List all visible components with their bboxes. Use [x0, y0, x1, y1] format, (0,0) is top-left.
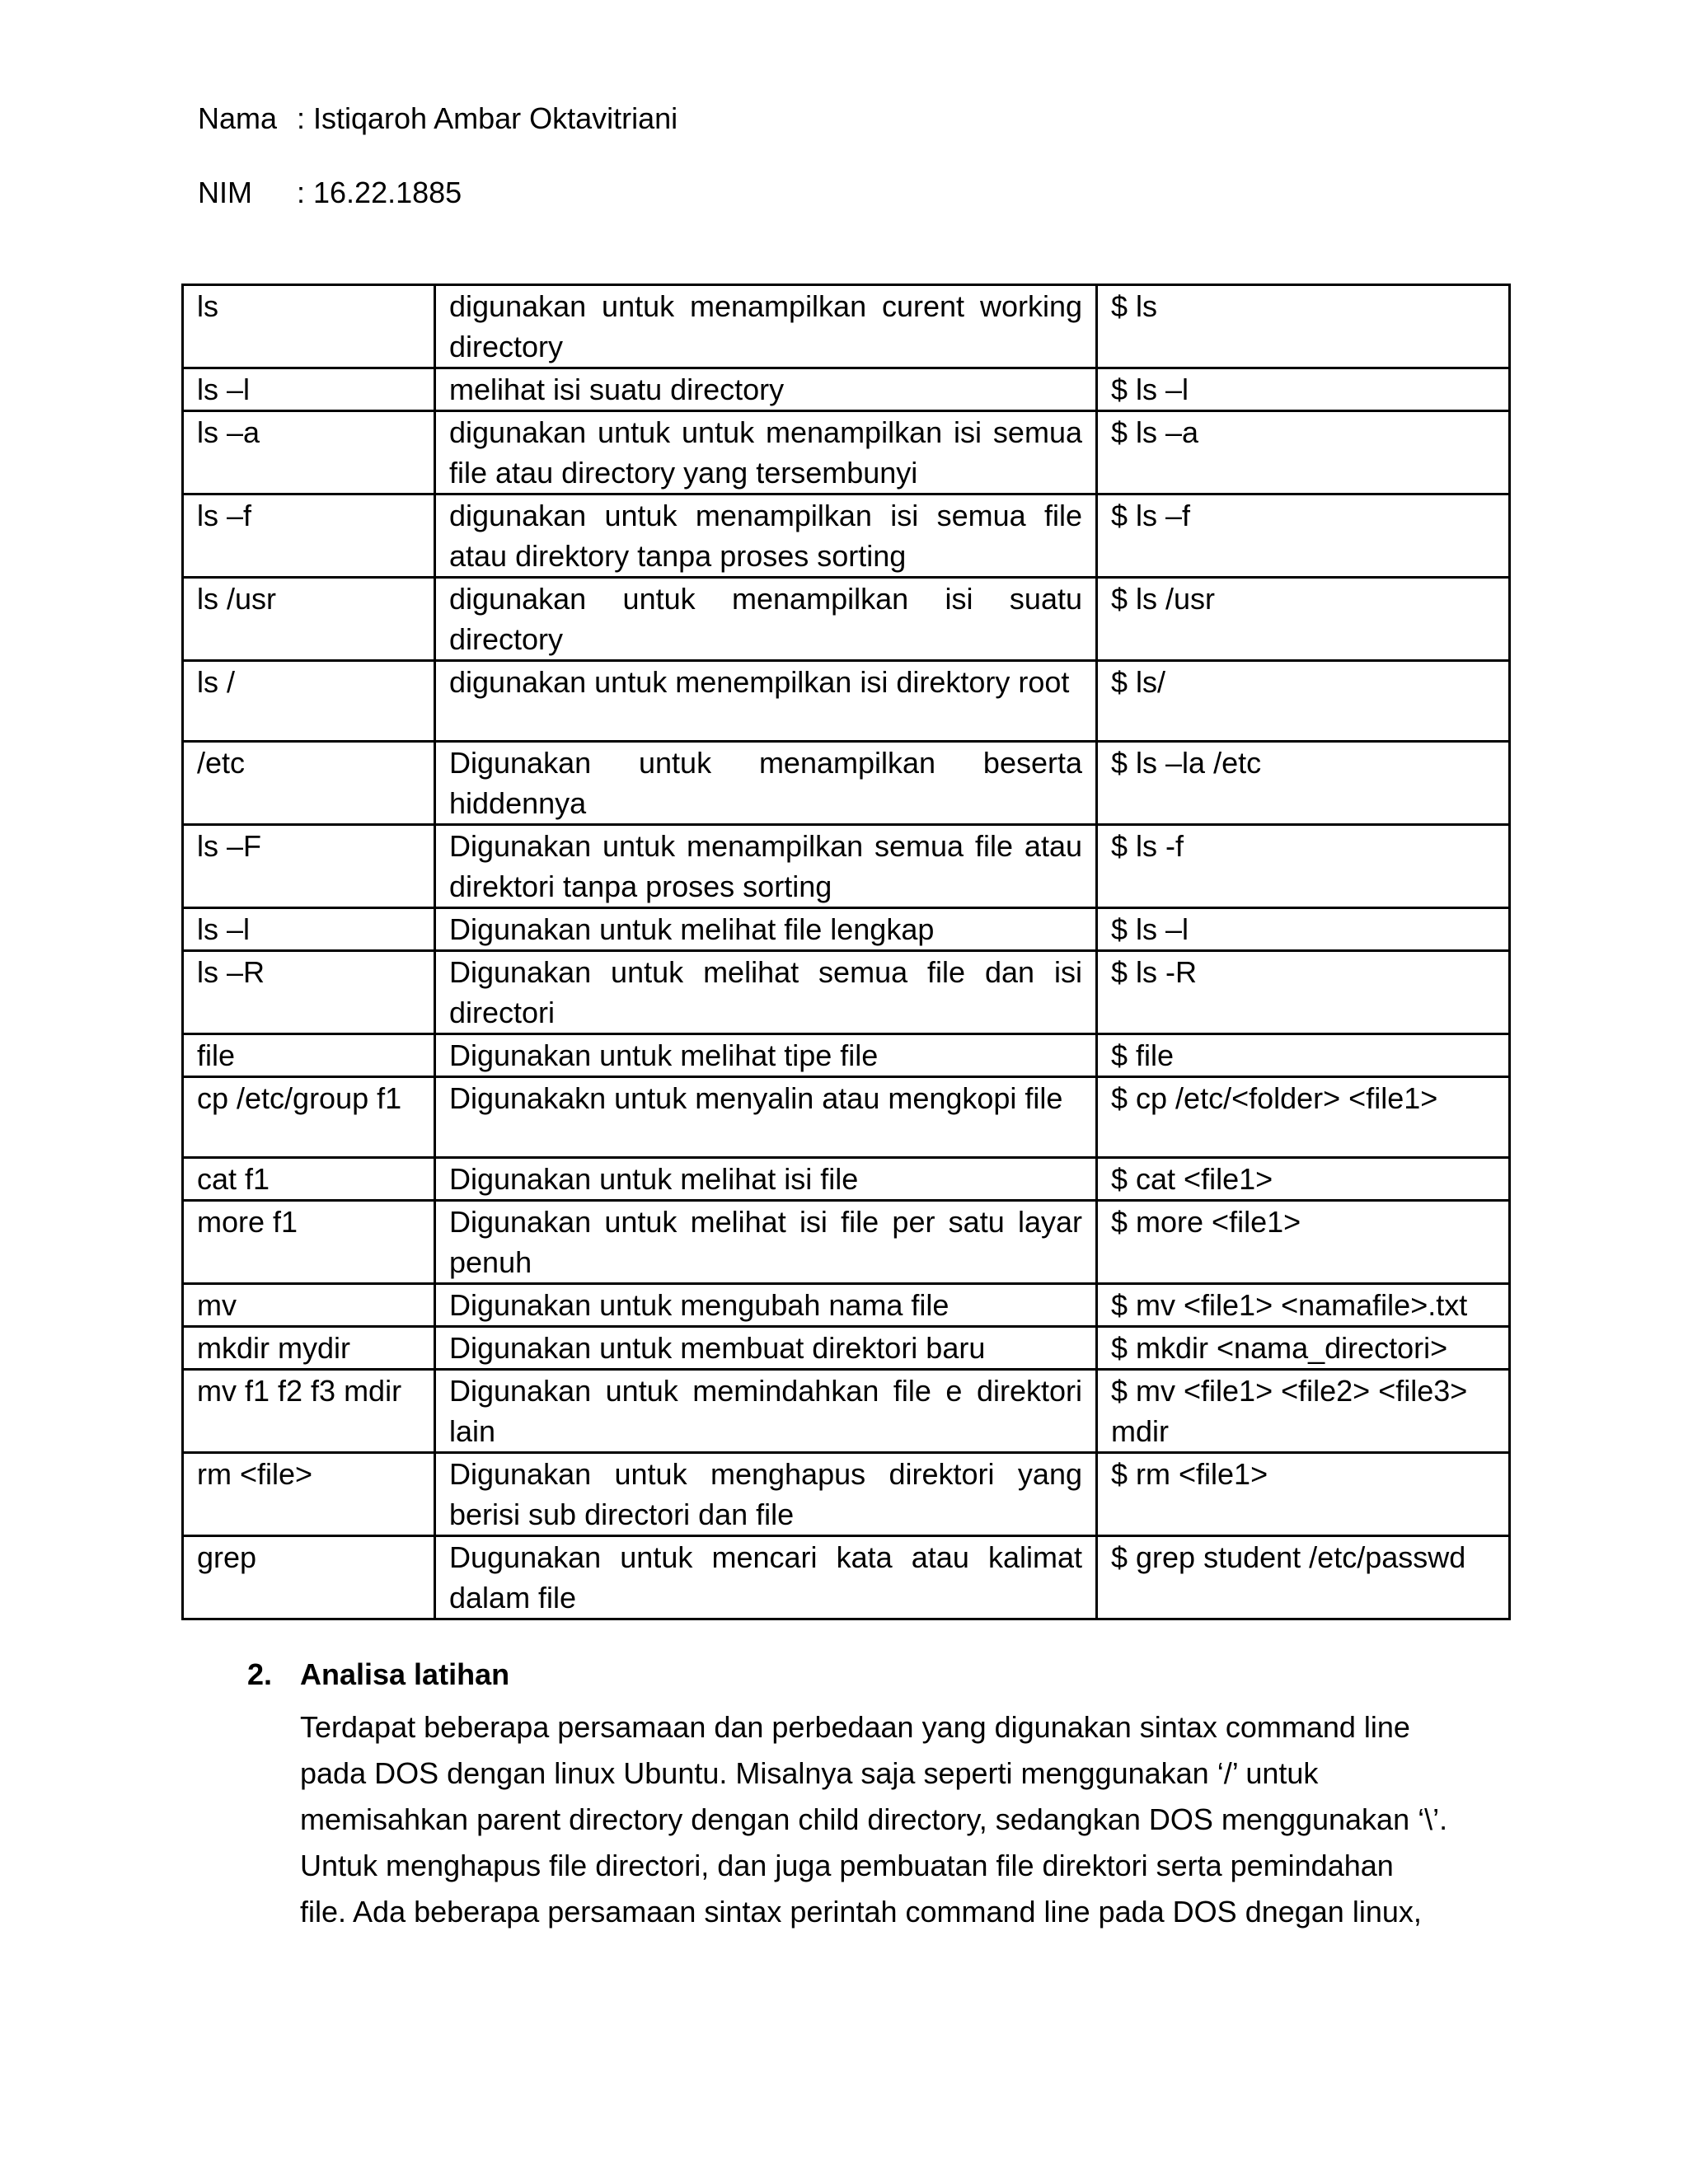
description-cell: digunakan untuk menampilkan isi semua file atau direktory tanpa proses sorting [435, 494, 1097, 578]
description-cell: digunakan untuk menampilkan curent working directory [435, 285, 1097, 368]
command-cell: file [183, 1034, 435, 1077]
table-row [183, 1034, 1510, 1077]
section-title: Analisa latihan [300, 1657, 510, 1691]
description-cell: Digunakakn untuk menyalin atau mengkopi file [435, 1077, 1097, 1158]
command-cell: more f1 [183, 1201, 435, 1284]
table-row [183, 1327, 1510, 1370]
table-row [183, 1370, 1510, 1453]
command-cell: cp /etc/group f1 [183, 1077, 435, 1158]
paragraph-line: pada DOS dengan linux Ubuntu. Misalnya saja seperti menggunakan ‘/’ untuk [300, 1756, 1319, 1790]
table-row [183, 411, 1510, 494]
description-cell: Digunakan untuk melihat tipe file [435, 1034, 1097, 1077]
nim-label: NIM [198, 176, 252, 209]
table-row [183, 1284, 1510, 1327]
description-cell: Digunakan untuk menghapus direktori yang berisi sub directori dan file [435, 1453, 1097, 1536]
student-id-line [198, 175, 462, 211]
analysis-section [247, 1657, 1492, 1935]
example-cell: $ mv <file1> <namafile>.txt [1097, 1284, 1510, 1327]
example-cell: $ ls –la /etc [1097, 742, 1510, 825]
command-cell: ls / [183, 661, 435, 742]
command-cell: mkdir mydir [183, 1327, 435, 1370]
example-cell: $ cp /etc/<folder> <file1> [1097, 1077, 1510, 1158]
name-value: : Istiqaroh Ambar Oktavitriani [297, 101, 678, 135]
command-cell: /etc [183, 742, 435, 825]
table-row [183, 494, 1510, 578]
command-cell: rm <file> [183, 1453, 435, 1536]
description-cell: Digunakan untuk melihat file lengkap [435, 908, 1097, 951]
table-row [183, 661, 1510, 742]
example-cell: $ ls [1097, 285, 1510, 368]
description-cell: Dugunakan untuk mencari kata atau kalimat dalam file [435, 1536, 1097, 1619]
table-row [183, 951, 1510, 1034]
description-cell: Digunakan untuk mengubah nama file [435, 1284, 1097, 1327]
command-cell: ls –a [183, 411, 435, 494]
example-cell: $ cat <file1> [1097, 1158, 1510, 1201]
description-cell: Digunakan untuk membuat direktori baru [435, 1327, 1097, 1370]
command-cell: mv [183, 1284, 435, 1327]
description-cell: Digunakan untuk memindahkan file e direktori lain [435, 1370, 1097, 1453]
name-label: Nama [198, 101, 278, 135]
section-number: 2. [247, 1657, 273, 1691]
example-cell: $ ls –f [1097, 494, 1510, 578]
example-cell: $ more <file1> [1097, 1201, 1510, 1284]
example-cell: $ file [1097, 1034, 1510, 1077]
example-cell: $ ls –a [1097, 411, 1510, 494]
command-cell: ls /usr [183, 578, 435, 661]
command-table [181, 284, 1511, 1620]
command-cell: grep [183, 1536, 435, 1619]
command-cell: ls –l [183, 908, 435, 951]
table-row [183, 578, 1510, 661]
table-row [183, 1158, 1510, 1201]
table-row [183, 1453, 1510, 1536]
description-cell: Digunakan untuk menampilkan semua file atau direktori tanpa proses sorting [435, 825, 1097, 908]
example-cell: $ rm <file1> [1097, 1453, 1510, 1536]
description-cell: digunakan untuk menempilkan isi direktory root [435, 661, 1097, 742]
example-cell: $ mv <file1> <file2> <file3> mdir [1097, 1370, 1510, 1453]
example-cell: $ ls –l [1097, 908, 1510, 951]
example-cell: $ ls -R [1097, 951, 1510, 1034]
command-cell: mv f1 f2 f3 mdir [183, 1370, 435, 1453]
table-row [183, 1201, 1510, 1284]
example-cell: $ ls –l [1097, 368, 1510, 411]
student-name-line [198, 101, 678, 137]
example-cell: $ ls/ [1097, 661, 1510, 742]
paragraph-line: Untuk menghapus file directori, dan juga pembuatan file direktori serta pemindahan [300, 1849, 1394, 1882]
command-cell: ls [183, 285, 435, 368]
table-row [183, 742, 1510, 825]
paragraph-line: memisahkan parent directory dengan child directory, sedangkan DOS menggunakan ‘\’. [300, 1802, 1448, 1836]
paragraph-line: Terdapat beberapa persamaan dan perbedaan yang digunakan sintax command line [300, 1710, 1410, 1744]
section-heading [247, 1657, 1492, 1693]
nim-value: : 16.22.1885 [297, 176, 462, 209]
table-row [183, 825, 1510, 908]
example-cell: $ ls /usr [1097, 578, 1510, 661]
command-cell: ls –R [183, 951, 435, 1034]
description-cell: Digunakan untuk melihat semua file dan isi directori [435, 951, 1097, 1034]
description-cell: melihat isi suatu directory [435, 368, 1097, 411]
description-cell: digunakan untuk menampilkan isi suatu directory [435, 578, 1097, 661]
table-row [183, 368, 1510, 411]
command-cell: cat f1 [183, 1158, 435, 1201]
description-cell: Digunakan untuk melihat isi file per satu layar penuh [435, 1201, 1097, 1284]
example-cell: $ ls -f [1097, 825, 1510, 908]
table-row [183, 1077, 1510, 1158]
table-row [183, 285, 1510, 368]
command-cell: ls –l [183, 368, 435, 411]
section-paragraph [300, 1704, 1487, 1935]
description-cell: Digunakan untuk melihat isi file [435, 1158, 1097, 1201]
description-cell: Digunakan untuk menampilkan beserta hiddennya [435, 742, 1097, 825]
description-cell: digunakan untuk untuk menampilkan isi semua file atau directory yang tersembunyi [435, 411, 1097, 494]
table-row [183, 1536, 1510, 1619]
example-cell: $ grep student /etc/passwd [1097, 1536, 1510, 1619]
example-cell: $ mkdir <nama_directori> [1097, 1327, 1510, 1370]
command-cell: ls –F [183, 825, 435, 908]
command-cell: ls –f [183, 494, 435, 578]
table-row [183, 908, 1510, 951]
paragraph-line: file. Ada beberapa persamaan sintax perintah command line pada DOS dnegan linux, [300, 1895, 1422, 1929]
